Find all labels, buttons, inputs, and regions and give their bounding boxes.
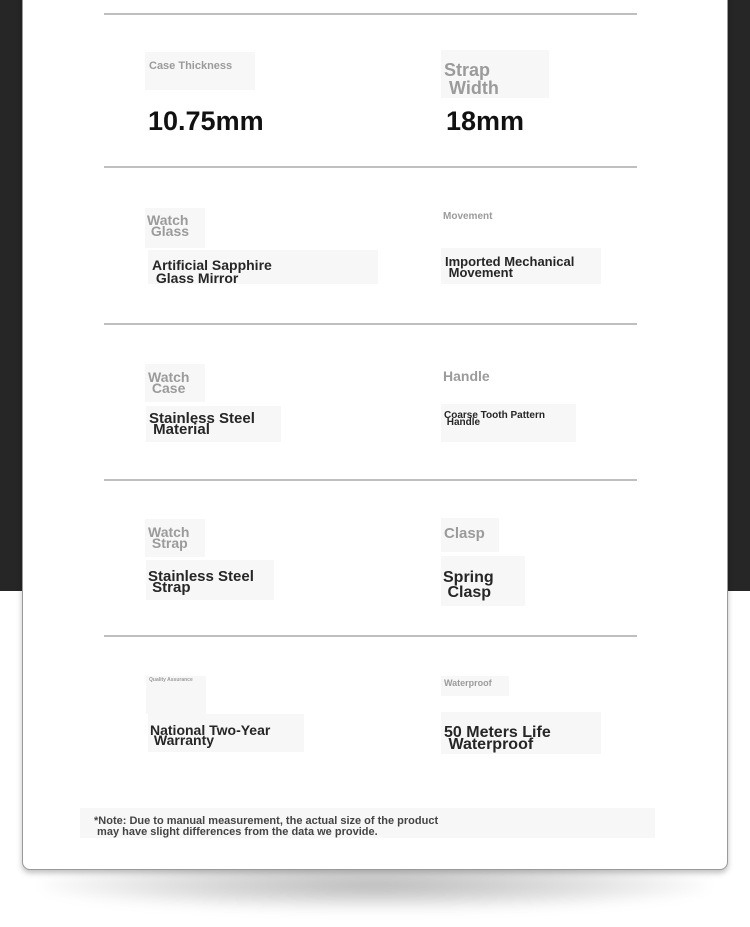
spec-label-watch-strap: Watch Strap: [148, 524, 190, 551]
spec-label-strap-width: Strap Width: [444, 60, 499, 98]
divider: [104, 479, 637, 481]
divider: [104, 635, 637, 637]
spec-value-strap-width: 18mm: [446, 106, 525, 136]
spec-label-case-thickness: Case Thickness: [149, 60, 233, 72]
spec-label-movement: Movement: [443, 211, 493, 222]
spec-value-waterproof: 50 Meters Life Waterproof: [444, 724, 551, 753]
spec-value-watch-case: Stainless Steel Material: [149, 410, 255, 438]
spec-value-watch-strap: Stainless Steel Strap: [148, 568, 254, 596]
spec-value-clasp: Spring Clasp: [443, 569, 494, 601]
spec-value-case-thickness: 10.75mm: [148, 106, 264, 136]
divider: [104, 13, 637, 15]
spec-value-movement: Imported Mechanical Movement: [445, 254, 575, 280]
spec-card: [22, 0, 728, 870]
spec-label-quality-assurance: Quality Assurance: [149, 677, 193, 683]
spec-value-watch-glass: Artificial Sapphire Glass Mirror: [152, 257, 272, 286]
divider: [104, 166, 637, 168]
spec-label-clasp: Clasp: [444, 525, 485, 542]
spec-value-handle: Coarse Tooth Pattern Handle: [444, 410, 545, 428]
spec-value-quality-assurance: National Two-Year Warranty: [150, 722, 271, 748]
spec-label-handle: Handle: [443, 368, 490, 384]
measurement-note: *Note: Due to manual measurement, the actual size of the product may have slight differences from the data we provide.: [94, 815, 439, 838]
spec-label-watch-case: Watch Case: [148, 369, 190, 396]
divider: [104, 323, 637, 325]
spec-label-waterproof: Waterproof: [444, 678, 492, 688]
spec-label-watch-glass: Watch Glass: [147, 212, 190, 239]
